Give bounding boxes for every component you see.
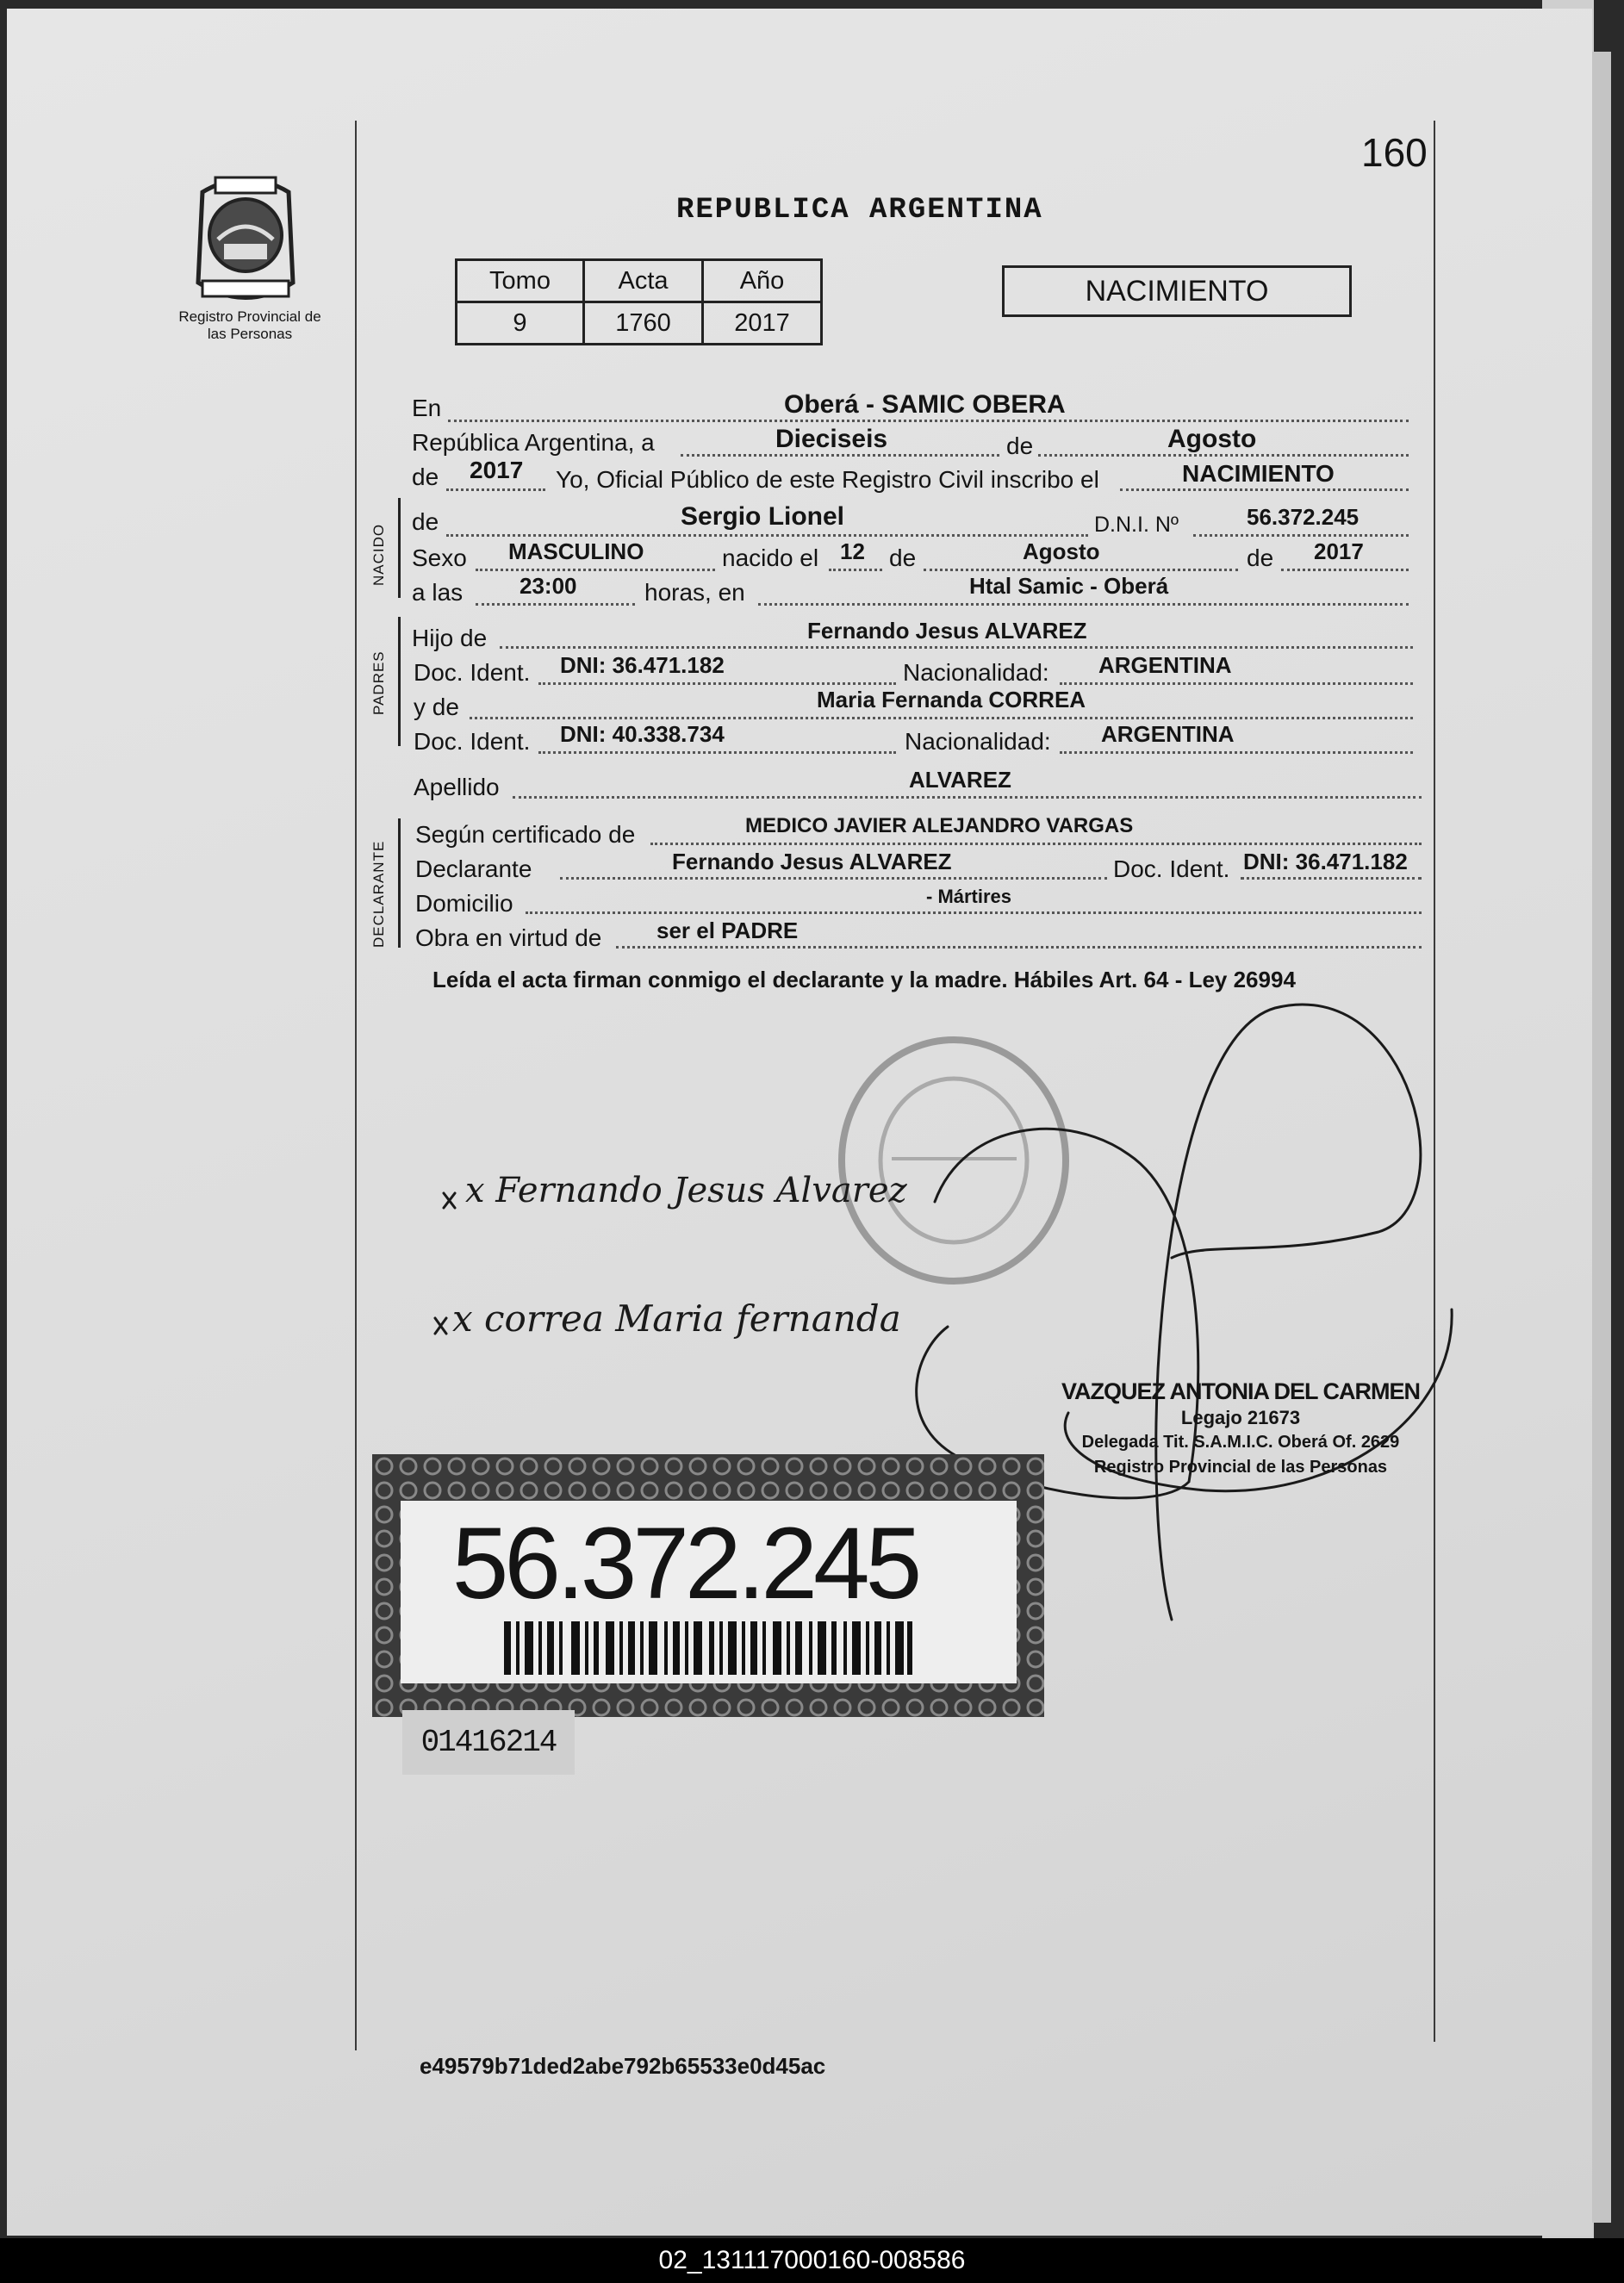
certificate-value: MEDICO JAVIER ALEJANDRO VARGAS: [745, 814, 1134, 837]
label-oficial: Yo, Oficial Público de este Registro Civil inscribo el: [556, 466, 1099, 493]
birth-time-value: 23:00: [520, 573, 577, 599]
section-padres: PADRES: [370, 650, 387, 715]
inscription-type-value: NACIMIENTO: [1182, 460, 1335, 487]
label-doc-mother: Doc. Ident.: [414, 728, 531, 755]
official-org: Registro Provincial de las Personas: [1093, 1458, 1388, 1477]
father-nationality-value: ARGENTINA: [1098, 652, 1232, 678]
label-nac-father: Nacionalidad:: [903, 659, 1049, 686]
label-nacido-el: nacido el: [722, 544, 819, 571]
birth-day-value: 12: [840, 538, 865, 564]
official-name: VAZQUEZ ANTONIA DEL CARMEN: [1061, 1378, 1420, 1404]
father-name-value: Fernando Jesus ALVAREZ: [807, 618, 1087, 644]
address-value: - Mártires: [926, 886, 1012, 907]
label-nac-mother: Nacionalidad:: [905, 728, 1051, 755]
barcode-card: [401, 1501, 1017, 1683]
label-domicilio: Domicilio: [415, 890, 513, 917]
header-ano: Año: [703, 260, 822, 302]
section-declarante: DECLARANTE: [370, 840, 387, 948]
seal-caption: Registro Provincial de las Personas: [178, 308, 321, 342]
birth-month-value: Agosto: [1023, 538, 1100, 564]
barcode-number: 56.372.245: [451, 1507, 918, 1620]
label-a-las: a las: [412, 579, 464, 606]
document-hash: e49579b71ded2abe792b65533e0d45ac: [420, 2053, 826, 2079]
day-text-value: Dieciseis: [775, 425, 888, 453]
sex-value: MASCULINO: [508, 538, 644, 564]
label-de-nacido: de: [412, 508, 439, 535]
tomo-value: 9: [457, 302, 584, 345]
label-apellido: Apellido: [414, 774, 500, 800]
label-y-de: y de: [414, 694, 459, 720]
declarant-name-value: Fernando Jesus ALVAREZ: [672, 849, 952, 874]
mother-name-value: Maria Fernanda CORREA: [817, 687, 1086, 712]
label-doc-father: Doc. Ident.: [414, 659, 531, 686]
child-name-value: Sergio Lionel: [681, 502, 845, 531]
document-title: REPUBLICA ARGENTINA: [676, 194, 1043, 227]
father-doc-value: DNI: 36.471.182: [560, 652, 725, 678]
label-dni: D.N.I. Nº: [1094, 513, 1179, 537]
page-number: 160: [1361, 130, 1428, 175]
header-tomo: Tomo: [457, 260, 584, 302]
barcode-icon: [504, 1621, 913, 1675]
label-declarante: Declarante: [415, 855, 532, 882]
place-value: Oberá - SAMIC OBERA: [784, 390, 1066, 419]
birthplace-value: Htal Samic - Oberá: [969, 573, 1169, 599]
reason-value: ser el PADRE: [656, 918, 799, 943]
official-signer: [1034, 1378, 1447, 1480]
label-segun: Según certificado de: [415, 821, 636, 848]
label-obra: Obra en virtud de: [415, 924, 602, 951]
official-legajo: Legajo 21673: [1180, 1407, 1301, 1428]
official-role: Delegada Tit. S.A.M.I.C. Oberá Of. 2629: [1081, 1433, 1400, 1452]
label-republica: República Argentina, a: [412, 429, 655, 456]
label-sexo: Sexo: [412, 544, 467, 571]
mother-signature: x correa Maria fernanda: [452, 1297, 901, 1340]
surname-value: ALVAREZ: [909, 767, 1011, 793]
father-signature: x Fernando Jesus Alvarez: [465, 1171, 907, 1210]
year-value: 2017: [470, 457, 524, 483]
file-footer: 02_131117000160-008586: [0, 2238, 1624, 2283]
label-de: de: [1006, 432, 1034, 459]
birth-year-value: 2017: [1314, 538, 1364, 564]
header-acta: Acta: [584, 260, 703, 302]
serial-number: 01416214: [402, 1710, 575, 1775]
mother-nationality-value: ARGENTINA: [1101, 721, 1235, 747]
ano-value: 2017: [703, 302, 822, 345]
record-type-box: NACIMIENTO: [1002, 265, 1352, 317]
child-dni-value: 56.372.245: [1247, 504, 1360, 530]
legal-note: Leída el acta firman conmigo el declarante y la madre. Hábiles Art. 64 - Ley 26994: [432, 967, 1296, 992]
label-de-4: de: [1247, 544, 1274, 571]
label-hijo-de: Hijo de: [412, 625, 488, 651]
label-en: En: [412, 395, 442, 421]
label-horas-en: horas, en: [644, 579, 745, 606]
label-de-3: de: [889, 544, 917, 571]
acta-value: 1760: [584, 302, 703, 345]
label-de-2: de: [412, 463, 439, 490]
declarant-doc-value: DNI: 36.471.182: [1243, 849, 1408, 874]
label-doc-declarante: Doc. Ident.: [1113, 855, 1230, 882]
month-value: Agosto: [1167, 425, 1257, 453]
section-nacido: NACIDO: [370, 523, 387, 586]
mother-doc-value: DNI: 40.338.734: [560, 721, 725, 747]
